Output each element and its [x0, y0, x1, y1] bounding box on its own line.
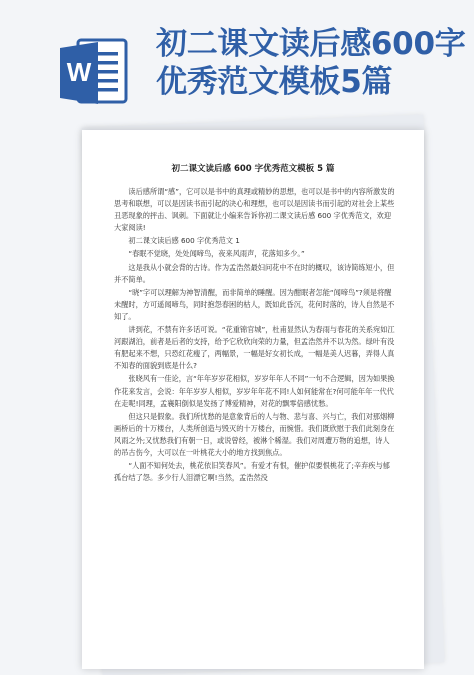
- page-title: 初二课文读后感600字优秀范文模板5篇: [156, 26, 466, 100]
- section-heading: 初二课文读后感 600 字优秀范文 1: [128, 236, 240, 246]
- paragraph-intro: 读后感所谓“感”，它可以是书中的真理或精妙的思想，也可以是书中的内容所激发的思考和联想，可以是因读书而引起的决心和理想，也可以是因读书而引起的对社会上某些丑恶现象的抨击、讽刺。下面就让小编来告诉你初二课文读后感 600 字优秀范文，欢迎大家阅读!: [114, 187, 395, 233]
- paragraph: 讲到花，不禁有许多话可说。“花重锦官城”，杜甫显然认为春雨与春花的关系宛如江河跟湖泊，前者是后者的支持，给予它欣欣向荣的力量，但孟浩然并不以为然。绿叶有没有肥起来不想，只恐红花瘦了，两幅景，一幅是好女初长成，一幅是美人迟暮，弄得人真不知春的面貌到底是什么?: [114, 325, 395, 371]
- document-page: [82, 130, 424, 669]
- word-document-icon: [56, 34, 132, 110]
- paragraph: “人面不知何处去，桃花依旧笑春风”。有爱才有恨，催护似要恨桃花了;辛弃疾与郁孤台结了怨。多少行人泪漂它啊!当然，孟浩然没: [114, 461, 390, 483]
- paragraph: “晓”字可以理解为神智清醒，而非简单的睡醒。因为酣眠者怎能“闻啼鸟”?须是将醒未醒时，方可遥闻啼鸟，同时抱怨春困的枯人，既如此昏沉，花何时落的，诗人自然是不知了。: [114, 287, 395, 321]
- document-body: [114, 186, 396, 485]
- word-letter: W: [66, 57, 92, 87]
- poem-quote: “春眠不觉晓，处处闻啼鸟，夜来风雨声，花落知多少。”: [128, 249, 305, 259]
- document-title: 初二课文读后感 600 字优秀范文模板 5 篇: [171, 164, 335, 174]
- paragraph: 这是我从小就会背的古诗。作为孟浩然最妇问花中不在时的概叹，该诗简练短小，但并不简单。: [114, 262, 395, 284]
- paragraph: 但这只是假象。我们所忧愁的是意象背后的人与物、悲与喜、兴与亡，我们对那烟柳画桥后的十万楼台，人类所创造与毁灭的十万楼台，而惋惜。我们既欣慰于我们此刻身在风雨之外;又忧愁我们有朝一日，或说曾经，被淋个稀湿。我们对周遭万物的追想，诗人的吊古伤今，大可以在一叶桃花大小的地方找到焦点。: [114, 411, 395, 457]
- header: [0, 0, 474, 116]
- paragraph: 张晓风有一佳论，言“年年岁岁花相似，岁岁年年人不同”一句不合逻辑，因为如果换作花来发言，会说：年年岁岁人相似，岁岁年年花不同!人如何能常在?何可能年年一代代在走呢!同理，孟襄阳倒似是发扬了博爱精神，对花的飘零倍感忧愁。: [114, 374, 395, 408]
